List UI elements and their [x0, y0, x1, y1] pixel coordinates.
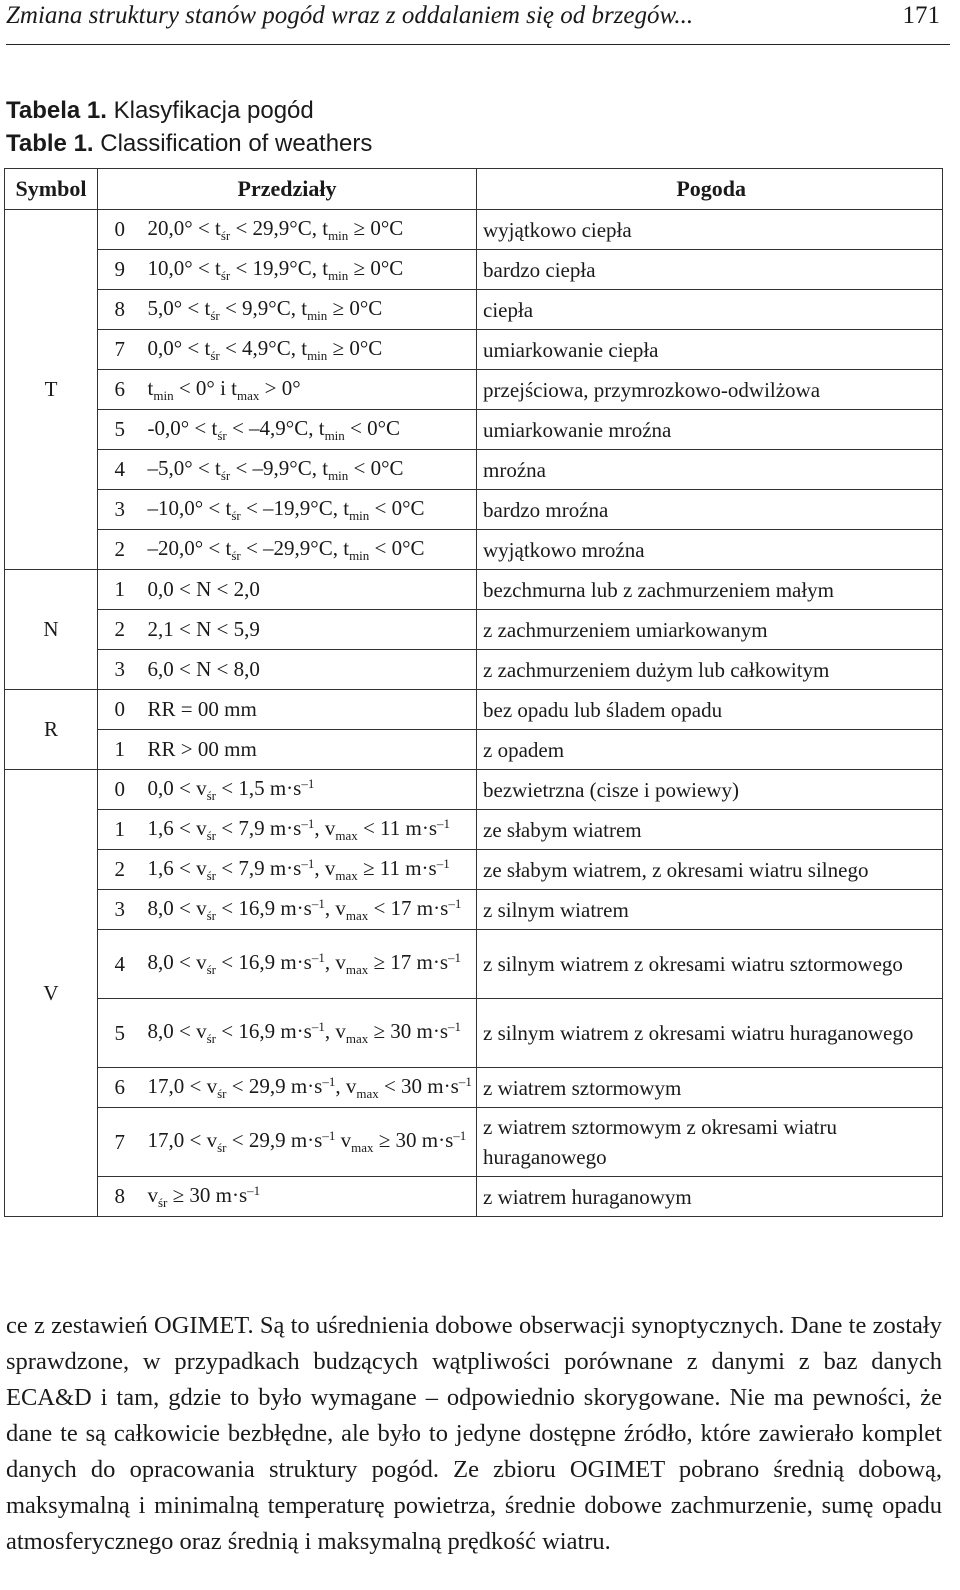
table-row — [5, 410, 943, 450]
weather-cell: bardzo mroźna — [477, 490, 943, 530]
row-number: 7 — [98, 330, 142, 370]
table-row — [5, 290, 943, 330]
group-symbol-r: R — [5, 690, 98, 770]
range-cell: $-20,0^\circ < t_{śr} < -29,9^\circ C$, $t_{min} < 0^\circ C$ — [142, 530, 477, 570]
range-cell: $8,0 < v_{śr} < 16,9$ $m\cdot s^{-1}$, $v_{max} \ge 17$ $m\cdot s^{-1}$ — [142, 930, 477, 999]
range-cell: $8,0 < v_{śr} < 16,9$ $m\cdot s^{-1}$, $v_{max} \ge 30$ $m\cdot s^{-1}$ — [142, 999, 477, 1068]
table-caption — [6, 94, 372, 160]
row-number: 1 — [98, 570, 142, 610]
table-row — [5, 770, 943, 810]
range-cell: $0,0^\circ < t_{śr} < 4,9^\circ C$, $t_{min} \ge 0^\circ C$ — [142, 330, 477, 370]
weather-cell: ciepła — [477, 290, 943, 330]
row-number: 0 — [98, 770, 142, 810]
table-row — [5, 250, 943, 290]
range-cell: $0,0 < v_{śr} < 1,5$ $m\cdot s^{-1}$ — [142, 770, 477, 810]
range-cell: $1,6 < v_{śr} < 7,9$ $m\cdot s^{-1}$, $v_{max} \ge 11$ $m\cdot s^{-1}$ — [142, 850, 477, 890]
table-row — [5, 930, 943, 999]
range-cell: $17,0 < v_{śr} < 29,9$ $m\cdot s^{-1}$ $v_{max} \ge 30$ $m\cdot s^{-1}$ — [142, 1108, 477, 1177]
weather-cell: bezwietrzna (cisze i powiewy) — [477, 770, 943, 810]
weather-cell: mroźna — [477, 450, 943, 490]
row-number: 6 — [98, 370, 142, 410]
table-row — [5, 1068, 943, 1108]
table-row — [5, 450, 943, 490]
caption-pl-title: Klasyfikacja pogód — [113, 97, 314, 124]
row-number: 0 — [98, 210, 142, 250]
weather-cell: przejściowa, przymrozkowo-odwilżowa — [477, 370, 943, 410]
row-number: 5 — [98, 999, 142, 1068]
range-cell: 6,0 < N < 8,0 — [142, 650, 477, 690]
table-row — [5, 650, 943, 690]
weather-cell: z zachmurzeniem umiarkowanym — [477, 610, 943, 650]
row-number: 9 — [98, 250, 142, 290]
body-paragraph: ce z zestawień OGIMET. Są to uśrednienia dobowe obserwacji synoptycznych. Dane te zostały sprawdzone, w przypadkach budzących wątpliwości porównane z danymi z baz danych ECA&D i tam, gdzie to było wymagane – odpowiednio skorygowane. Nie ma pewności, że dane te są całkowicie bezbłędne, ale było to jedyne dostępne źródło, które zawierało komplet danych do opracowania struktury pogód. Ze zbioru OGIMET pobrano średnią dobową, maksymalną i minimalną temperaturę powietrza, średnie dobowe zachmurzenie, sumę opadu atmosferycznego oraz średnią i maksymalną prędkość wiatru. — [6, 1311, 942, 1555]
range-cell: $5,0^\circ < t_{śr} < 9,9^\circ C$, $t_{min} \ge 0^\circ C$ — [142, 290, 477, 330]
row-number: 3 — [98, 890, 142, 930]
range-cell: $-10,0^\circ < t_{śr} < -19,9^\circ C$, $t_{min} < 0^\circ C$ — [142, 490, 477, 530]
range-cell: $t_{min} < 0^\circ$ i $t_{max} > 0^\circ$ — [142, 370, 477, 410]
group-symbol-v: V — [5, 770, 98, 1217]
row-number: 3 — [98, 490, 142, 530]
weather-cell: wyjątkowo ciepła — [477, 210, 943, 250]
weather-cell: umiarkowanie mroźna — [477, 410, 943, 450]
range-cell: $10,0^\circ < t_{śr} < 19,9^\circ C$, $t_{min} \ge 0^\circ C$ — [142, 250, 477, 290]
weather-cell: wyjątkowo mroźna — [477, 530, 943, 570]
running-title: Zmiana struktury stanów pogód wraz z oddalaniem się od brzegów... — [6, 2, 694, 29]
row-number: 6 — [98, 1068, 142, 1108]
row-number: 4 — [98, 450, 142, 490]
table-row — [5, 1177, 943, 1217]
table-row — [5, 530, 943, 570]
range-cell: $8,0 < v_{śr} < 16,9$ $m\cdot s^{-1}$, $v_{max} < 17$ $m\cdot s^{-1}$ — [142, 890, 477, 930]
table-row — [5, 490, 943, 530]
header-symbol: Symbol — [5, 169, 98, 210]
weather-cell: bezchmurna lub z zachmurzeniem małym — [477, 570, 943, 610]
table-row — [5, 330, 943, 370]
table-row — [5, 610, 943, 650]
table-header-row — [5, 169, 943, 210]
weather-cell: z zachmurzeniem dużym lub całkowitym — [477, 650, 943, 690]
page-number: 171 — [902, 2, 940, 29]
weather-cell: umiarkowanie ciepła — [477, 330, 943, 370]
row-number: 0 — [98, 690, 142, 730]
table-row — [5, 890, 943, 930]
range-cell: $1,6 < v_{śr} < 7,9$ $m\cdot s^{-1}$, $v_{max} < 11$ $m\cdot s^{-1}$ — [142, 810, 477, 850]
range-cell: $-5,0^\circ < t_{śr} < -9,9^\circ C$, $t_{min} < 0^\circ C$ — [142, 450, 477, 490]
row-number: 2 — [98, 530, 142, 570]
row-number: 7 — [98, 1108, 142, 1177]
weather-classification-table — [4, 168, 943, 1217]
table-row — [5, 370, 943, 410]
table-row — [5, 570, 943, 610]
group-symbol-t: T — [5, 210, 98, 570]
weather-cell: z silnym wiatrem z okresami wiatru huraganowego — [477, 999, 943, 1068]
table-row — [5, 999, 943, 1068]
range-cell: $20,0^\circ < t_{śr} < 29,9^\circ C$, $t_{min} \ge 0^\circ C$ — [142, 210, 477, 250]
weather-cell: z wiatrem sztormowym — [477, 1068, 943, 1108]
range-cell: $v_{śr} \ge 30$ $m\cdot s^{-1}$ — [142, 1177, 477, 1217]
table-row — [5, 210, 943, 250]
range-cell: RR = 00 mm — [142, 690, 477, 730]
header-weather: Pogoda — [477, 169, 943, 210]
range-cell: $-0,0^\circ < t_{śr} < -4,9^\circ C$, $t_{min} < 0^\circ C$ — [142, 410, 477, 450]
table-row — [5, 1108, 943, 1177]
table-row — [5, 730, 943, 770]
weather-cell: z wiatrem huraganowym — [477, 1177, 943, 1217]
row-number: 8 — [98, 1177, 142, 1217]
group-symbol-n: N — [5, 570, 98, 690]
weather-cell: z wiatrem sztormowym z okresami wiatru huraganowego — [477, 1108, 943, 1177]
weather-cell: ze słabym wiatrem — [477, 810, 943, 850]
weather-cell: z opadem — [477, 730, 943, 770]
row-number: 4 — [98, 930, 142, 999]
caption-polish — [6, 94, 372, 127]
weather-cell: z silnym wiatrem — [477, 890, 943, 930]
row-number: 2 — [98, 850, 142, 890]
caption-pl-label: Tabela 1. — [6, 97, 107, 124]
weather-cell: bez opadu lub śladem opadu — [477, 690, 943, 730]
range-cell: 2,1 < N < 5,9 — [142, 610, 477, 650]
range-cell: $17,0 < v_{śr} < 29,9$ $m\cdot s^{-1}$, $v_{max} < 30$ $m\cdot s^{-1}$ — [142, 1068, 477, 1108]
row-number: 1 — [98, 730, 142, 770]
row-number: 5 — [98, 410, 142, 450]
table-row — [5, 690, 943, 730]
weather-cell: bardzo ciepła — [477, 250, 943, 290]
weather-cell: ze słabym wiatrem, z okresami wiatru silnego — [477, 850, 943, 890]
caption-english — [6, 127, 372, 160]
row-number: 3 — [98, 650, 142, 690]
row-number: 8 — [98, 290, 142, 330]
range-cell: 0,0 < N < 2,0 — [142, 570, 477, 610]
running-header — [6, 0, 950, 45]
row-number: 1 — [98, 810, 142, 850]
caption-en-label: Table 1. — [6, 130, 94, 157]
weather-cell: z silnym wiatrem z okresami wiatru sztormowego — [477, 930, 943, 999]
row-number: 2 — [98, 610, 142, 650]
header-ranges: Przedziały — [98, 169, 477, 210]
table-row — [5, 850, 943, 890]
table-row — [5, 810, 943, 850]
range-cell: RR > 00 mm — [142, 730, 477, 770]
caption-en-title: Classification of weathers — [100, 130, 373, 157]
